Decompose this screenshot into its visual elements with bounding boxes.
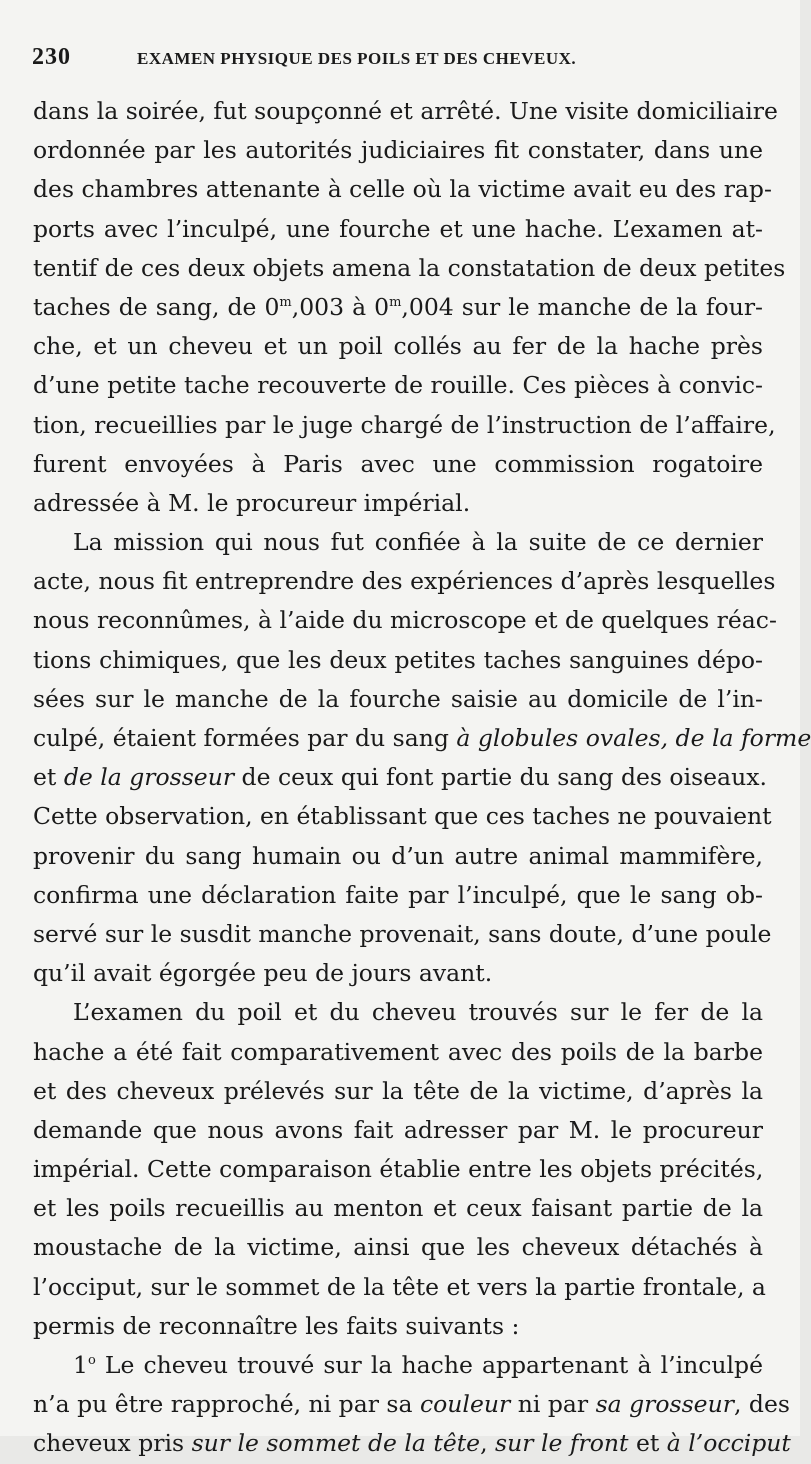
text-line: servé sur le susdit manche provenait, sans doute, d’une poule (33, 919, 772, 948)
text-line: provenir du sang humain ou d’un autre animal mammifère, (33, 841, 763, 870)
running-header (32, 44, 760, 78)
text-line: 1$^o$ Le cheveu trouvé sur la hache appartenant à l’inculpé (73, 1351, 763, 1379)
text-line: qu’il avait égorgée peu de jours avant. (33, 959, 493, 988)
text-line: permis de reconnaître les faits suivants : (33, 1311, 520, 1340)
text-line: des chambres attenante à celle où la victime avait eu des rap- (33, 175, 772, 204)
text-line: furent envoyées à Paris avec une commission rogatoire (33, 449, 763, 478)
text-line: acte, nous fit entreprendre des expériences d’après lesquelles (33, 567, 776, 596)
text-line: adressée à M. le procureur impérial. (33, 488, 471, 517)
text-line: culpé, étaient formées par du sang à globules ovales, de la forme (33, 724, 811, 752)
text-line: moustache de la victime, ainsi que les cheveux détachés à (33, 1233, 763, 1262)
text-line: che, et un cheveu et un poil collés au fer de la hache près (33, 332, 763, 361)
text-line: d’une petite tache recouverte de rouille. Ces pièces à convic- (33, 371, 763, 400)
text-line: et de la grosseur de ceux qui font partie du sang des oiseaux. (33, 763, 767, 792)
text-line: l’occiput, sur le sommet de la tête et vers la partie frontale, a (33, 1272, 766, 1301)
text-line: et les poils recueillis au menton et ceux faisant partie de la (33, 1194, 763, 1223)
running-title: EXAMEN PHYSIQUE DES POILS ET DES CHEVEUX. (137, 49, 577, 68)
text-line: L’examen du poil et du cheveu trouvés sur le fer de la (73, 998, 763, 1027)
text-line: tentif de ces deux objets amena la constatation de deux petites (33, 253, 786, 282)
text-line: tion, recueillies par le juge chargé de l’instruction de l’affaire, (33, 410, 776, 439)
text-line: tions chimiques, que les deux petites taches sanguines dépo- (33, 645, 763, 674)
text-line: demande que nous avons fait adresser par M. le procureur (33, 1115, 763, 1144)
page-number: 230 (32, 44, 71, 70)
text-line: Cette observation, en établissant que ces taches ne pouvaient (33, 802, 772, 831)
text-line: taches de sang, de 0$^m$,003 à 0$^m$,004 sur le manche de la four- (33, 292, 764, 321)
text-line: ordonnée par les autorités judiciaires fit constater, dans une (33, 136, 763, 165)
text-line: dans la soirée, fut soupçonné et arrêté. Une visite domiciliaire (33, 97, 778, 125)
body-text (33, 92, 811, 1464)
text-line: hache a été fait comparativement avec des poils de la barbe (33, 1037, 763, 1066)
text-line: et des cheveux prélevés sur la tête de la victime, d’après la (33, 1076, 763, 1105)
text-line: n’a pu être rapproché, ni par sa couleur ni par sa grosseur, des (33, 1390, 790, 1419)
text-line: confirma une déclaration faite par l’inculpé, que le sang ob- (33, 880, 763, 909)
text-line: impérial. Cette comparaison établie entre les objets précités, (33, 1155, 764, 1184)
text-line: La mission qui nous fut confiée à la suite de ce dernier (73, 528, 763, 557)
text-line: ports avec l’inculpé, une fourche et une hache. L’examen at- (33, 214, 763, 243)
text-line: cheveux pris sur le sommet de la tête, sur le front et à l’occiput (33, 1429, 791, 1458)
text-line: sées sur le manche de la fourche saisie au domicile de l’in- (33, 684, 763, 713)
text-line: nous reconnûmes, à l’aide du microscope et de quelques réac- (33, 606, 777, 635)
